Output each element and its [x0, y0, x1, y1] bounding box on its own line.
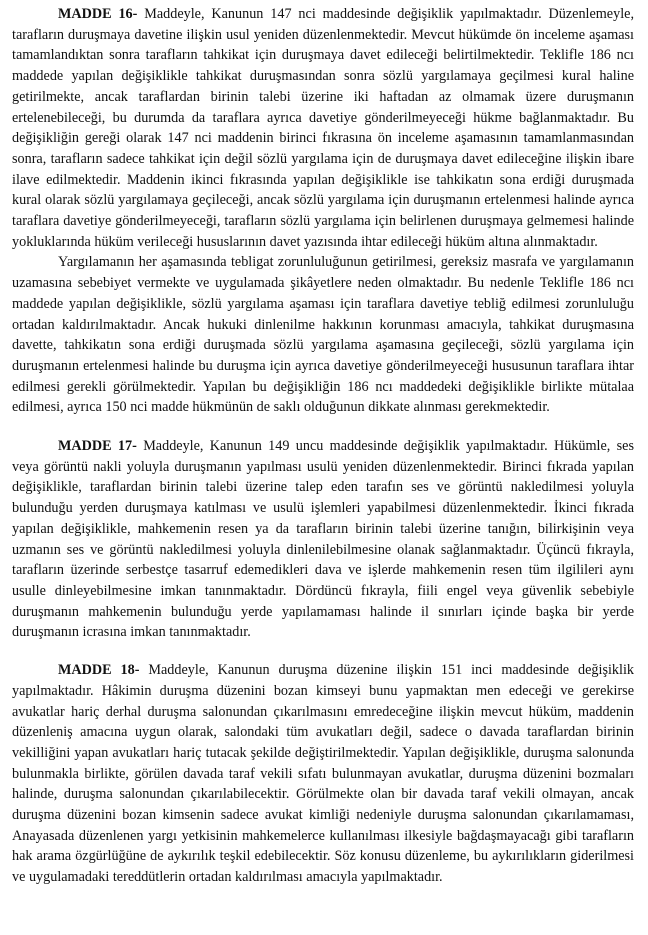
article-16-heading: MADDE 16-	[58, 6, 138, 22]
article-18-text-1: Maddeyle, Kanunun duruşma düzenine ilişkin 151 inci maddesinde değişiklik yapılmaktadır. Hâkimin duruşma düzenini bozan kimseyi bunu yapmaktan men edeceği ve gerekirse avukatlar hariç derhal duruşma salonundan çıkarılmasını emredeceğine ilişkin mevcut hüküm, maddenin düzenleniş amacına uygun olarak, salondaki tüm avukatları değil, sadece o davada taraflardan birinin vekilliğini yapan avukatları hariç tutacak şekilde değiştirilmektedir. Yapılan değişiklikle, duruşma salonunda bulunmakla birlikte, görülen davada taraf vekili sıfatı bulunmayan avukatlar, duruşma düzenini bozmaları halinde, duruşma salonundan çıkarılabilecektir. Görülmekte olan bir davada taraf vekili olmayan, ancak duruşma düzenini bozan kimsenin sadece avukat kimliği nedeniyle duruşma salonundan çıkarılamaması, Anayasada düzenlenen yargı yetkisinin mahkemelerce kullanılması ilkesiyle bağdaşmayacağı gibi tarafların hak arama özgürlüğüne de aykırılık teşkil edebilecektir. Söz konusu düzenleme, bu aykırılıkların giderilmesi ve uygulamadaki tereddütlerin ortadan kaldırılması amacıyla yapılmaktadır.	[12, 662, 634, 886]
article-16	[12, 4, 634, 418]
article-17-text-1: Maddeyle, Kanunun 149 uncu maddesinde değişiklik yapılmaktadır. Hükümle, ses veya görüntü nakli yoluyla duruşmanın yapılması usulü yeniden düzenlenmektedir. Birinci fıkrada yapılan değişiklikle, taraflardan birinin talebi üzerine talep eden tarafın ses ve görüntü nakledilmesi yoluyla bulunduğu yerden duruşmaya katılması ve usulü işlemleri yapabilmesi düzenlenmektedir. İkinci fıkrada yapılan değişiklikle, mahkemenin resen ya da tarafların birinin talebi üzerine tanığın, bilirkişinin veya uzmanın ses ve görüntü nakledilmesi yoluyla dinlenilebilmesine olanak sağlanmaktadır. Üçüncü fıkrayla, tarafların üzerinde serbestçe tasarruf edemedikleri dava ve işlerde mahkemenin resen tüm ilgilileri aynı usulle dinleyebilmesine imkan tanınmaktadır. Dördüncü fıkrayla, fiili engel veya güvenlik sebebiyle duruşmanın mahkemenin bulunduğu yerde yapılamaması halinde il sınırları içinde başka bir yerde duruşmanın icrasına imkan tanınmaktadır.	[12, 438, 634, 641]
section-spacer	[12, 643, 634, 660]
article-18	[12, 660, 634, 888]
section-spacer	[12, 418, 634, 436]
article-17-heading: MADDE 17-	[58, 438, 137, 455]
article-18-heading: MADDE 18-	[58, 662, 140, 679]
article-16-paragraph-2: Yargılamanın her aşamasında tebligat zorunluluğunun getirilmesi, gereksiz masrafa ve yargılamanın uzamasına sebebiyet vermekte ve uygulamada şikâyetlere neden olmaktadır. Bu nedenle Teklifle 186 ncı maddede yapılan değişiklikle, sözlü yargılama aşaması için taraflara davetiye tebliğ edilmesi zorunluluğu ortadan kaldırılmaktadır. Ancak hukuki dinlenilme hakkının korunması amacıyla, tahkikat duruşmasına davette, tahkikatın sona erdiği duruşmada sözlü yargılama aşamasına geçileceği, sözlü yargılama için duruşmanın ertelenmesi halinde bu duruşma için ayrıca davetiye gönderilmeyeceği hususunun taraflara ihtar edilmesi gerekli görülmektedir. Yapılan bu değişikliğin 186 ncı maddedeki değişiklikle birlikte mütalaa edilmesi, ayrıca 150 nci madde hükmünün de saklı olduğunun dikkate alınması gerekmektedir.	[12, 254, 634, 416]
article-18-paragraph-1	[12, 660, 634, 888]
article-16-paragraph-1	[12, 4, 634, 252]
article-16-text-1: Maddeyle, Kanunun 147 nci maddesinde değişiklik yapılmaktadır. Düzenlemeyle, tarafların duruşmaya davetine ilişkin usul yeniden düzenlenmektedir. Mevcut hükümde ön inceleme aşaması tamamlandıktan sonra tarafların tahkikat için duruşmaya davet edileceği belirtilmektedir. Teklifle 186 ncı maddede yapılan değişiklikle tahkikat duruşmasından sonra sözlü yargılamaya geçilmesi kural haline getirilmekte, ancak taraflardan birinin talebi üzerine iki haftadan az olmamak üzere duruşmanın ertelenebileceği, bu durumda da taraflara ayrıca davetiye gönderilmeyeceği hükme bağlanmaktadır. Bu değişikliğin gereği olarak 147 nci maddenin birinci fıkrasına ön inceleme aşamasının tamamlanmasından sonra, tarafların sadece tahkikat için değil sözlü yargılama için de duruşmaya davet edileceğine ilişkin ibare ilave edilmektedir. Maddenin ikinci fıkrasında yapılan değişiklikle ise tahkikatın sona erdiği duruşmada kural olarak sözlü yargılamaya geçileceği, ancak sözlü yargılama için duruşmanın ertelenmesi halinde ayrıca taraflara davetiye gönderilmeyeceği, tarafların sözlü yargılama için belirlenen duruşmaya gelmemesi halinde yokluklarında hüküm verileceği hususlarının davet yazısında ihtar edileceği hüküm altına alınmaktadır.	[12, 6, 634, 250]
article-17	[12, 436, 634, 643]
article-17-paragraph-1	[12, 436, 634, 643]
